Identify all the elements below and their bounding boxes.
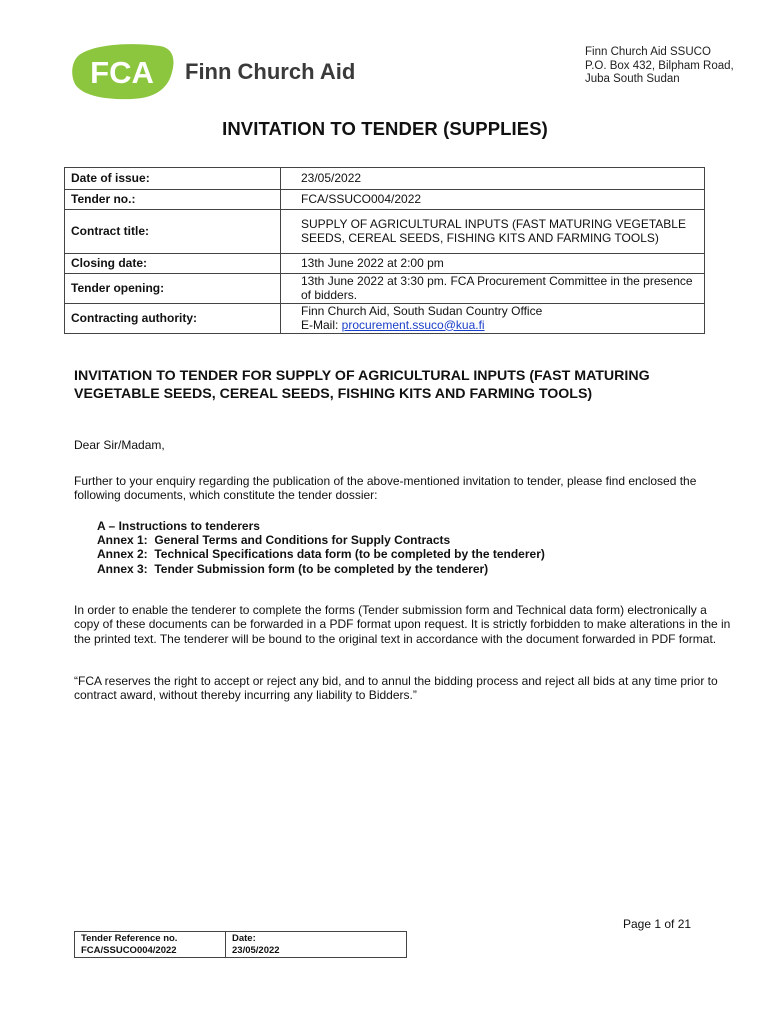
footer-date-label: Date: [232,933,256,944]
address-line: P.O. Box 432, Bilpham Road, [585,59,734,72]
table-row [65,304,705,334]
logo-text: Finn Church Aid [185,59,356,84]
footer-reference-cell [75,932,226,958]
date-of-issue-label: Date of issue: [65,168,281,190]
contracting-authority-value [281,304,705,334]
date-of-issue-value: 23/05/2022 [281,168,705,190]
tender-reference-value: FCA/SSUCO004/2022 [81,944,177,956]
list-item: Annex 2: Technical Specifications data form (to be completed by the tenderer) [97,547,545,562]
list-item: A – Instructions to tenderers [97,519,260,533]
address-line: Juba South Sudan [585,73,680,85]
procurement-email-link[interactable]: procurement.ssuco@kua.fi [341,317,485,332]
table-row [65,254,705,274]
footer-date-cell [226,932,407,958]
footer-date-value: 23/05/2022 [232,944,280,956]
table-row [65,190,705,210]
salutation: Dear Sir/Madam, [74,438,165,452]
section-heading: INVITATION TO TENDER FOR SUPPLY OF AGRICULTURAL INPUTS (FAST MATURING VEGETABLE SEEDS, CEREAL SEEDS, FISHING KITS AND FARMING TOOLS) [74,368,650,402]
contract-title-label: Contract title: [65,210,281,254]
reservation-paragraph: “FCA reserves the right to accept or reject any bid, and to annul the bidding process and reject all bids at any time prior to contract award, without thereby incurring any liability to Bidders.” [74,674,718,703]
contracting-authority-label: Contracting authority: [65,304,281,334]
list-item: Annex 1: General Terms and Conditions for Supply Contracts [97,533,451,548]
tender-reference-label: Tender Reference no. [81,933,178,944]
footer-reference-table [74,931,407,958]
table-row [75,932,407,958]
authority-name: Finn Church Aid, South Sudan Country Office [301,304,543,318]
list-item: Annex 3: Tender Submission form (to be completed by the tenderer) [97,561,489,576]
tender-no-value: FCA/SSUCO004/2022 [281,190,705,210]
logo-mark: FCA [90,55,154,90]
page-number: Page 1 of 21 [623,917,692,931]
tender-info-table [64,167,705,334]
annex-list [97,519,545,576]
closing-date-label: Closing date: [65,254,281,274]
table-row [65,210,705,254]
tender-no-label: Tender no.: [65,190,281,210]
forms-paragraph: In order to enable the tenderer to complete the forms (Tender submission form and Technical data form) electronically a copy of these documents can be forwarded in a PDF format upon request. It is strictly forbidden to make alterations in the in the printed text. The tenderer will be bound to the original text in accordance with the document forwarded in PDF format. [74,603,731,646]
sender-address [585,46,734,87]
address-line: Finn Church Aid SSUCO [585,46,711,58]
tender-opening-value: 13th June 2022 at 3:30 pm. FCA Procurement Committee in the presence of bidders. [281,274,705,304]
table-row [65,168,705,190]
email-prefix: E-Mail: [301,317,342,332]
closing-date-value: 13th June 2022 at 2:00 pm [281,254,705,274]
table-row [65,274,705,304]
contract-title-value: SUPPLY OF AGRICULTURAL INPUTS (FAST MATURING VEGETABLE SEEDS, CEREAL SEEDS, FISHING KITS AND FARMING TOOLS) [281,210,705,254]
tender-opening-label: Tender opening: [65,274,281,304]
intro-paragraph: Further to your enquiry regarding the publication of the above-mentioned invitation to tender, please find enclosed the following documents, which constitute the tender dossier: [74,474,697,503]
document-title: INVITATION TO TENDER (SUPPLIES) [222,118,548,139]
fca-logo [72,42,362,100]
